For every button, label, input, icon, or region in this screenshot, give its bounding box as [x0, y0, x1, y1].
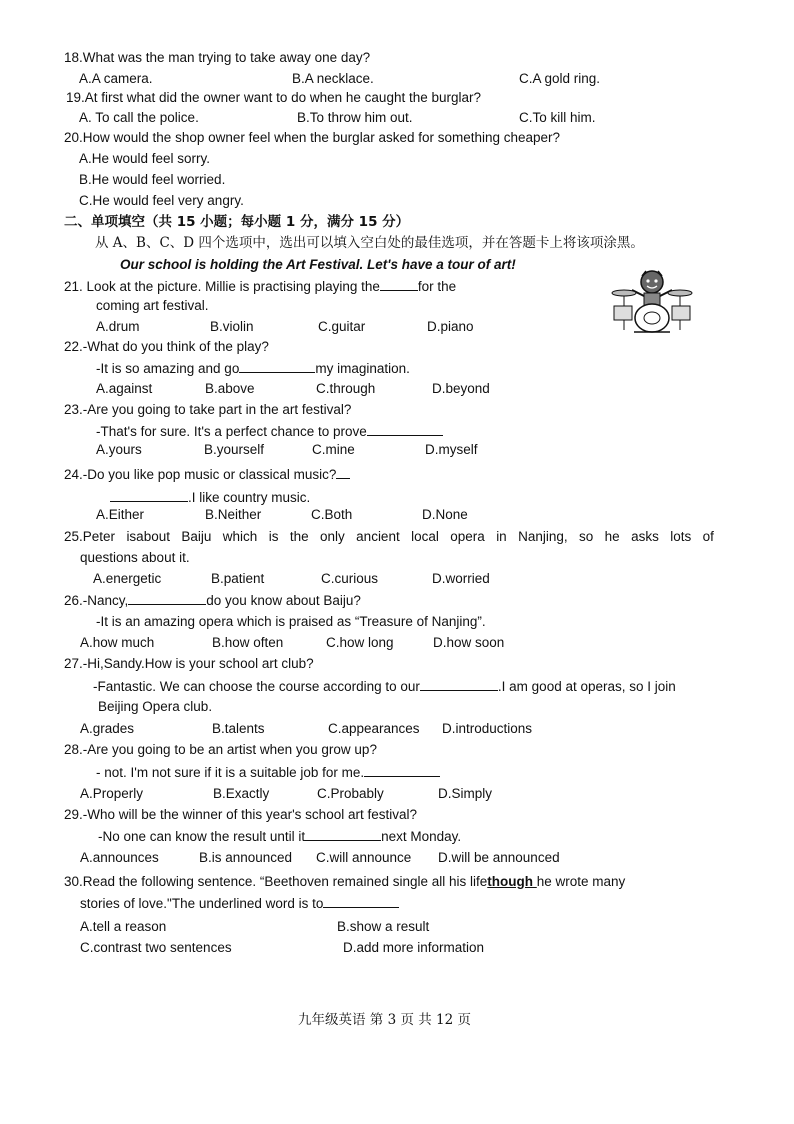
q25-line2: questions about it.: [80, 550, 190, 565]
q25-option-d: D.worried: [432, 571, 490, 586]
q25-word: only: [320, 529, 345, 544]
q30-blank: [323, 894, 399, 908]
q21-blank: [380, 277, 418, 291]
q27-line3: Beijing Opera club.: [98, 699, 213, 714]
q20-stem: 20.How would the shop owner feel when the burglar asked for something cheaper?: [64, 130, 561, 145]
q20-option-a: A.He would feel sorry.: [79, 151, 211, 166]
q25-word: Baiju: [181, 529, 212, 544]
q19-stem: 19.At first what did the owner want to do when he caught the burglar?: [66, 90, 482, 105]
q27-option-c: C.appearances: [328, 721, 420, 736]
q25-word: which: [222, 529, 258, 544]
q28-blank: [364, 763, 440, 777]
q21-stem-start: 21. Look at the picture. Millie is practising playing the: [64, 279, 380, 294]
q25-word: the: [289, 529, 309, 544]
q29-option-d: D.will be announced: [438, 850, 560, 865]
q25-option-a: A.energetic: [93, 571, 162, 586]
q26-stem: [64, 591, 361, 610]
q26-option-a: A.how much: [80, 635, 155, 650]
q27-line2: [93, 677, 676, 696]
q26-stem-end: do you know about Baiju?: [206, 593, 361, 608]
q23-blank: [367, 422, 443, 436]
q25-option-b: B.patient: [211, 571, 265, 586]
q24-blank: [110, 488, 188, 502]
q28-option-c: C.Probably: [317, 786, 384, 801]
q27-option-b: B.talents: [212, 721, 265, 736]
q27-line2-end: .I am good at operas, so I join: [497, 679, 676, 694]
q22-option-a: A.against: [96, 381, 153, 396]
q30-stem-start: 30.Read the following sentence. “Beethoven remained single all his life: [64, 874, 488, 889]
q23-stem: 23.-Are you going to take part in the art festival?: [64, 402, 352, 417]
q26-option-b: B.how often: [212, 635, 284, 650]
section-title: 二、单项填空（共 15 小题；每小题 1 分，满分 15 分）: [64, 214, 410, 230]
q23-option-d: D.myself: [425, 442, 478, 457]
q25-word: 25.Peter: [64, 529, 116, 544]
q24-stem-blank: [336, 465, 350, 479]
q27-line2-start: -Fantastic. We can choose the course according to our: [93, 679, 420, 694]
q29-line2-start: -No one can know the result until it: [98, 829, 306, 844]
page-footer: 九年级英语 第 3 页 共 12 页: [298, 1012, 472, 1028]
q22-line2: [96, 359, 410, 378]
q25-word: of: [702, 529, 714, 544]
q27-option-a: A.grades: [80, 721, 135, 736]
q30-option-c: C.contrast two sentences: [80, 940, 232, 955]
q24-stem: [64, 465, 350, 484]
q25-word: ancient: [356, 529, 400, 544]
q23-option-a: A.yours: [96, 442, 142, 457]
q24-stem-text: 24.-Do you like pop music or classical music?: [64, 467, 337, 482]
q30-stem-end: he wrote many: [536, 874, 626, 889]
q27-stem: 27.-Hi,Sandy.How is your school art club?: [64, 656, 314, 671]
q29-blank: [305, 827, 381, 841]
q20-option-b: B.He would feel worried.: [79, 172, 226, 187]
q21-stem-line2: coming art festival.: [96, 298, 209, 313]
q29-option-a: A.announces: [80, 850, 159, 865]
q24-option-d: D.None: [422, 507, 468, 522]
drummer-illustration: [606, 268, 698, 336]
q25-word: Nanjing,: [518, 529, 568, 544]
q26-line2: -It is an amazing opera which is praised as “Treasure of Nanjing”.: [96, 614, 486, 629]
q30-option-d: D.add more information: [343, 940, 485, 955]
q23-line2-text: -That's for sure. It's a perfect chance to prove: [96, 424, 367, 439]
q21-option-b: B.violin: [210, 319, 254, 334]
q22-line2-end: my imagination.: [315, 361, 410, 376]
q18-option-b: B.A necklace.: [292, 71, 374, 86]
q19-option-a: A. To call the police.: [79, 110, 199, 125]
q27-option-d: D.introductions: [442, 721, 533, 736]
q24-option-b: B.Neither: [205, 507, 262, 522]
q29-option-b: B.is announced: [199, 850, 293, 865]
q22-option-b: B.above: [205, 381, 255, 396]
q22-line2-start: -It is so amazing and go: [96, 361, 240, 376]
q30-line2-text: stories of love."The underlined word is to: [80, 896, 324, 911]
q24-line2-text: .I like country music.: [188, 490, 311, 505]
q25-word: so: [579, 529, 594, 544]
q27-blank: [420, 677, 498, 691]
q25-word: he: [604, 529, 620, 544]
q21-option-d: D.piano: [427, 319, 474, 334]
q26-option-c: C.how long: [326, 635, 394, 650]
q18-option-a: A.A camera.: [79, 71, 153, 86]
q30-stem: [64, 873, 625, 891]
q28-line2-text: - not. I'm not sure if it is a suitable job for me.: [96, 765, 365, 780]
q29-option-c: C.will announce: [316, 850, 412, 865]
q22-blank: [239, 359, 315, 373]
q22-option-d: D.beyond: [432, 381, 490, 396]
q30-underlined-word: though: [487, 874, 533, 889]
q29-line2: [98, 827, 461, 846]
q30-option-b: B.show a result: [337, 919, 430, 934]
q19-option-c: C.To kill him.: [519, 110, 596, 125]
q18-option-c: C.A gold ring.: [519, 71, 601, 86]
q18-stem: 18.What was the man trying to take away one day?: [64, 50, 371, 65]
q28-stem: 28.-Are you going to be an artist when you grow up?: [64, 742, 377, 757]
q23-option-b: B.yourself: [204, 442, 265, 457]
q25-word: local: [411, 529, 439, 544]
q24-option-a: A.Either: [96, 507, 145, 522]
q23-option-c: C.mine: [312, 442, 355, 457]
q28-option-a: A.Properly: [80, 786, 144, 801]
q25-word: is: [268, 529, 279, 544]
q24-line2: [110, 488, 310, 507]
q30-option-a: A.tell a reason: [80, 919, 167, 934]
q23-line2: [96, 422, 443, 441]
q26-option-d: D.how soon: [433, 635, 505, 650]
q25-word: in: [496, 529, 507, 544]
q19-option-b: B.To throw him out.: [297, 110, 413, 125]
section-intro: Our school is holding the Art Festival. Let's have a tour of art!: [120, 257, 516, 272]
q29-line2-end: next Monday.: [381, 829, 462, 844]
q25-word: opera: [450, 529, 485, 544]
q25-option-c: C.curious: [321, 571, 379, 586]
q29-stem: 29.-Who will be the winner of this year's school art festival?: [64, 807, 417, 822]
q20-option-c: C.He would feel very angry.: [79, 193, 244, 208]
q25-word: asks: [631, 529, 659, 544]
q22-option-c: C.through: [316, 381, 376, 396]
q25-word: isabout: [126, 529, 170, 544]
q25-word: lots: [670, 529, 692, 544]
q30-line2: [80, 894, 399, 913]
q28-line2: [96, 763, 440, 782]
q21-option-a: A.drum: [96, 319, 140, 334]
q26-stem-start: 26.-Nancy,: [64, 593, 129, 608]
q21-stem-end: for the: [417, 279, 457, 294]
q22-stem: 22.-What do you think of the play?: [64, 339, 269, 354]
q28-option-d: D.Simply: [438, 786, 493, 801]
q26-blank: [128, 591, 206, 605]
section-instruction: 从 A、B、C、D 四个选项中，选出可以填入空白处的最佳选项，并在答题卡上将该项涂黑。: [95, 235, 644, 251]
q21-stem: [64, 277, 456, 296]
q28-option-b: B.Exactly: [213, 786, 270, 801]
q21-option-c: C.guitar: [318, 319, 366, 334]
q24-option-c: C.Both: [311, 507, 353, 522]
q25-stem: [64, 528, 714, 546]
